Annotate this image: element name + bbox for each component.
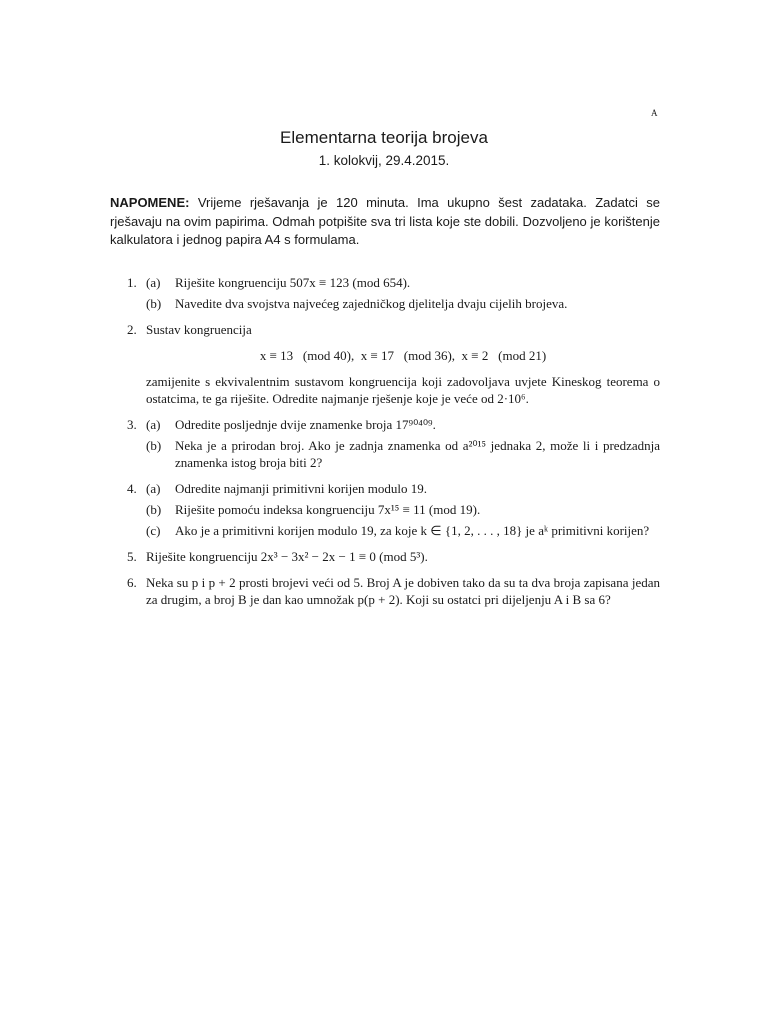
problem-list — [110, 274, 660, 617]
problem-2-text: zamijenite s ekvivalentnim sustavom kongruencija koji zadovoljava uvjete Kineskog teorema o ostatcima, te ga riješite. Odredite najmanje rješenje koje je veće od 2·10⁶. — [146, 374, 660, 406]
page-subtitle: 1. kolokvij, 29.4.2015. — [318, 153, 450, 168]
problem-4-part-b — [146, 501, 660, 518]
part-text: Riješite kongruenciju 507x ≡ 123 (mod 654). — [175, 275, 411, 290]
part-label: (c) — [146, 523, 161, 538]
part-text: Odredite posljednje dvije znamenke broja 17⁹⁰⁴⁰⁹. — [175, 417, 436, 432]
problem-1 — [110, 274, 660, 312]
page-title: Elementarna teorija brojeva — [280, 128, 488, 147]
part-label: (b) — [146, 438, 162, 453]
part-text: Odredite najmanji primitivni korijen modulo 19. — [175, 481, 428, 496]
note-text: Vrijeme rješavanja je 120 minuta. Ima ukupno šest zadataka. Zadatci se rješavaju na ovim papirima. Odmah potpišite sva tri lista koje ste dobili. Dozvoljeno je korištenje kalkulatora i jednog papira A4 s formulama. — [110, 195, 660, 247]
part-text: Ako je a primitivni korijen modulo 19, za koje k ∈ {1, 2, . . . , 18} je aᵏ primitivni korijen? — [175, 523, 650, 538]
problem-3-part-a — [146, 416, 660, 433]
instructions-note — [110, 194, 660, 250]
problem-6 — [110, 574, 660, 608]
problem-4-part-c — [146, 522, 660, 539]
part-text: Neka je a prirodan broj. Ako je zadnja znamenka od a²⁰¹⁵ jednaka 2, može li i predzadnja znamenka istog broja biti 2? — [175, 438, 660, 470]
exam-version-label: A — [651, 108, 658, 118]
problem-5-text: Riješite kongruenciju 2x³ − 3x² − 2x − 1 ≡ 0 (mod 5³). — [146, 549, 428, 564]
problem-number: 3. — [127, 417, 137, 432]
congruence-system: x ≡ 13 (mod 40), x ≡ 17 (mod 36), x ≡ 2 (mod 21) — [259, 348, 547, 363]
part-label: (a) — [146, 417, 161, 432]
problem-number: 1. — [127, 275, 137, 290]
problem-number: 2. — [127, 322, 137, 337]
part-label: (a) — [146, 275, 161, 290]
part-label: (b) — [146, 502, 162, 517]
part-label: (b) — [146, 296, 162, 311]
problem-3-part-b — [146, 437, 660, 471]
problem-3 — [110, 416, 660, 471]
problem-5 — [110, 548, 660, 565]
part-text: Navedite dva svojstva najvećeg zajedničkog djelitelja dvaju cijelih brojeva. — [175, 296, 568, 311]
problem-6-text: Neka su p i p + 2 prosti brojevi veći od 5. Broj A je dobiven tako da su ta dva broja zapisana jedan za drugim, a broj B je dan kao umnožak p(p + 2). Koji su ostatci pri dijeljenju A i B sa 6? — [146, 575, 660, 607]
problem-4 — [110, 480, 660, 539]
problem-1-part-a — [146, 274, 660, 291]
problem-2 — [110, 321, 660, 407]
note-label: NAPOMENE: — [110, 195, 190, 210]
problem-number: 4. — [127, 481, 137, 496]
part-text: Riješite pomoću indeksa kongruenciju 7x¹⁵ ≡ 11 (mod 19). — [175, 502, 481, 517]
problem-number: 5. — [127, 549, 137, 564]
problem-number: 6. — [127, 575, 137, 590]
part-label: (a) — [146, 481, 161, 496]
problem-1-part-b — [146, 295, 660, 312]
problem-4-part-a — [146, 480, 660, 497]
problem-2-intro: Sustav kongruencija — [146, 322, 252, 337]
